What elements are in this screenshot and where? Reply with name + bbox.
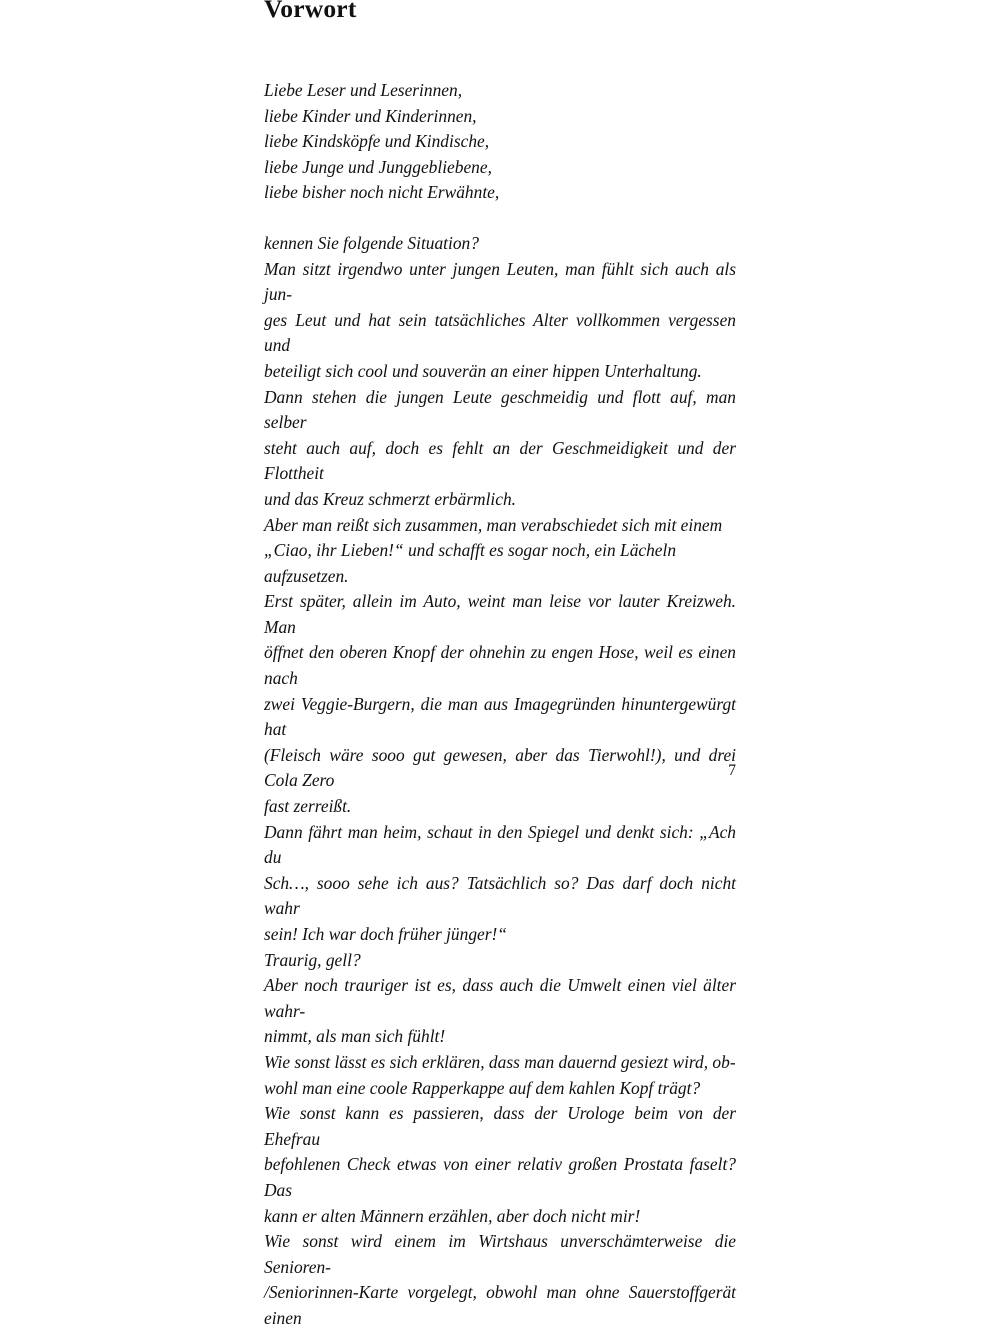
salutation-line: Liebe Leser und Leserinnen, [264, 80, 463, 100]
paragraph [264, 231, 736, 257]
text-line: befohlenen Check etwas von einer relativ großen Prostata faselt? Das [264, 1154, 736, 1200]
text-line: Man sitzt irgendwo unter jungen Leuten, man fühlt sich auch als jun- [264, 258, 736, 305]
text-line: ges Leut und hat sein tatsächliches Alter vollkommen vergessen und [264, 309, 736, 356]
text-line: wohl man eine coole Rapperkappe auf dem kahlen Kopf trägt? [264, 1077, 701, 1098]
paragraph [264, 820, 736, 948]
paragraph-gap [264, 206, 736, 231]
paragraph [264, 257, 736, 385]
text-line: „Ciao, ihr Lieben!“ und schafft es sogar noch, ein Lächeln aufzusetzen. [264, 540, 677, 586]
text-line: sein! Ich war doch früher jünger!“ [264, 924, 507, 944]
text-line: Wie sonst wird einem im Wirtshaus unverschämterweise die Senioren- [264, 1231, 736, 1277]
text-line: nimmt, als man sich fühlt! [264, 1026, 446, 1047]
text-line: Sch…, sooo sehe ich aus? Tatsächlich so? Das darf doch nicht wahr [264, 872, 736, 919]
paragraph [264, 589, 736, 819]
text-line: steht auch auf, doch es fehlt an der Geschmeidigkeit und der Flottheit [264, 437, 736, 484]
text-line: beteiligt sich cool und souverän an einer hippen Unterhaltung. [264, 360, 702, 381]
salutation-line: liebe Kindsköpfe und Kindische, [264, 131, 490, 152]
text-line: und das Kreuz schmerzt erbärmlich. [264, 488, 516, 509]
salutation-line: liebe Junge und Junggebliebene, [264, 156, 492, 177]
text-line: Aber noch trauriger ist es, dass auch die Umwelt einen viel älter wahr- [264, 975, 736, 1021]
text-line: (Fleisch wäre sooo gut gewesen, aber das Tierwohl!), und drei Cola Zero [264, 744, 736, 791]
page-number: 7 [728, 762, 736, 779]
text-line: Dann fährt man heim, schaut in den Spiegel und denkt sich: „Ach du [264, 821, 736, 868]
text-line: Dann stehen die jungen Leute geschmeidig und flott auf, man selber [264, 386, 736, 433]
paragraph [264, 973, 736, 1050]
text-line: zwei Veggie-Burgern, die man aus Imagegründen hinuntergewürgt hat [264, 693, 736, 740]
text-line: Erst später, allein im Auto, weint man leise vor lauter Kreizweh. Man [264, 591, 736, 637]
body-text [264, 78, 736, 1332]
page-content [264, 0, 736, 1332]
text-line: öffnet den oberen Knopf der ohnehin zu engen Hose, weil es einen nach [264, 642, 736, 689]
text-line: fast zerreißt. [264, 796, 352, 817]
text-line: kann er alten Männern erzählen, aber doch nicht mir! [264, 1205, 641, 1226]
salutation-line: liebe Kinder und Kinderinnen, [264, 105, 477, 126]
paragraph [264, 1101, 736, 1229]
salutation-block [264, 78, 736, 206]
paragraph [264, 385, 736, 513]
paragraph [264, 1229, 736, 1331]
paragraph [264, 948, 736, 974]
text-line: kennen Sie folgende Situation? [264, 232, 479, 253]
paragraph [264, 1050, 736, 1101]
text-line: Wie sonst lässt es sich erklären, dass man dauernd gesiezt wird, ob- [264, 1051, 736, 1072]
page-title: Vorwort [264, 0, 357, 23]
text-line: Wie sonst kann es passieren, dass der Urologe beim von der Ehefrau [264, 1103, 736, 1149]
text-line: Traurig, gell? [264, 949, 361, 970]
paragraph [264, 513, 736, 590]
text-line: /Seniorinnen-Karte vorgelegt, obwohl man ohne Sauerstoffgerät einen [264, 1282, 736, 1328]
text-line: Aber man reißt sich zusammen, man verabschiedet sich mit einem [264, 514, 723, 535]
salutation-line: liebe bisher noch nicht Erwähnte, [264, 182, 500, 203]
